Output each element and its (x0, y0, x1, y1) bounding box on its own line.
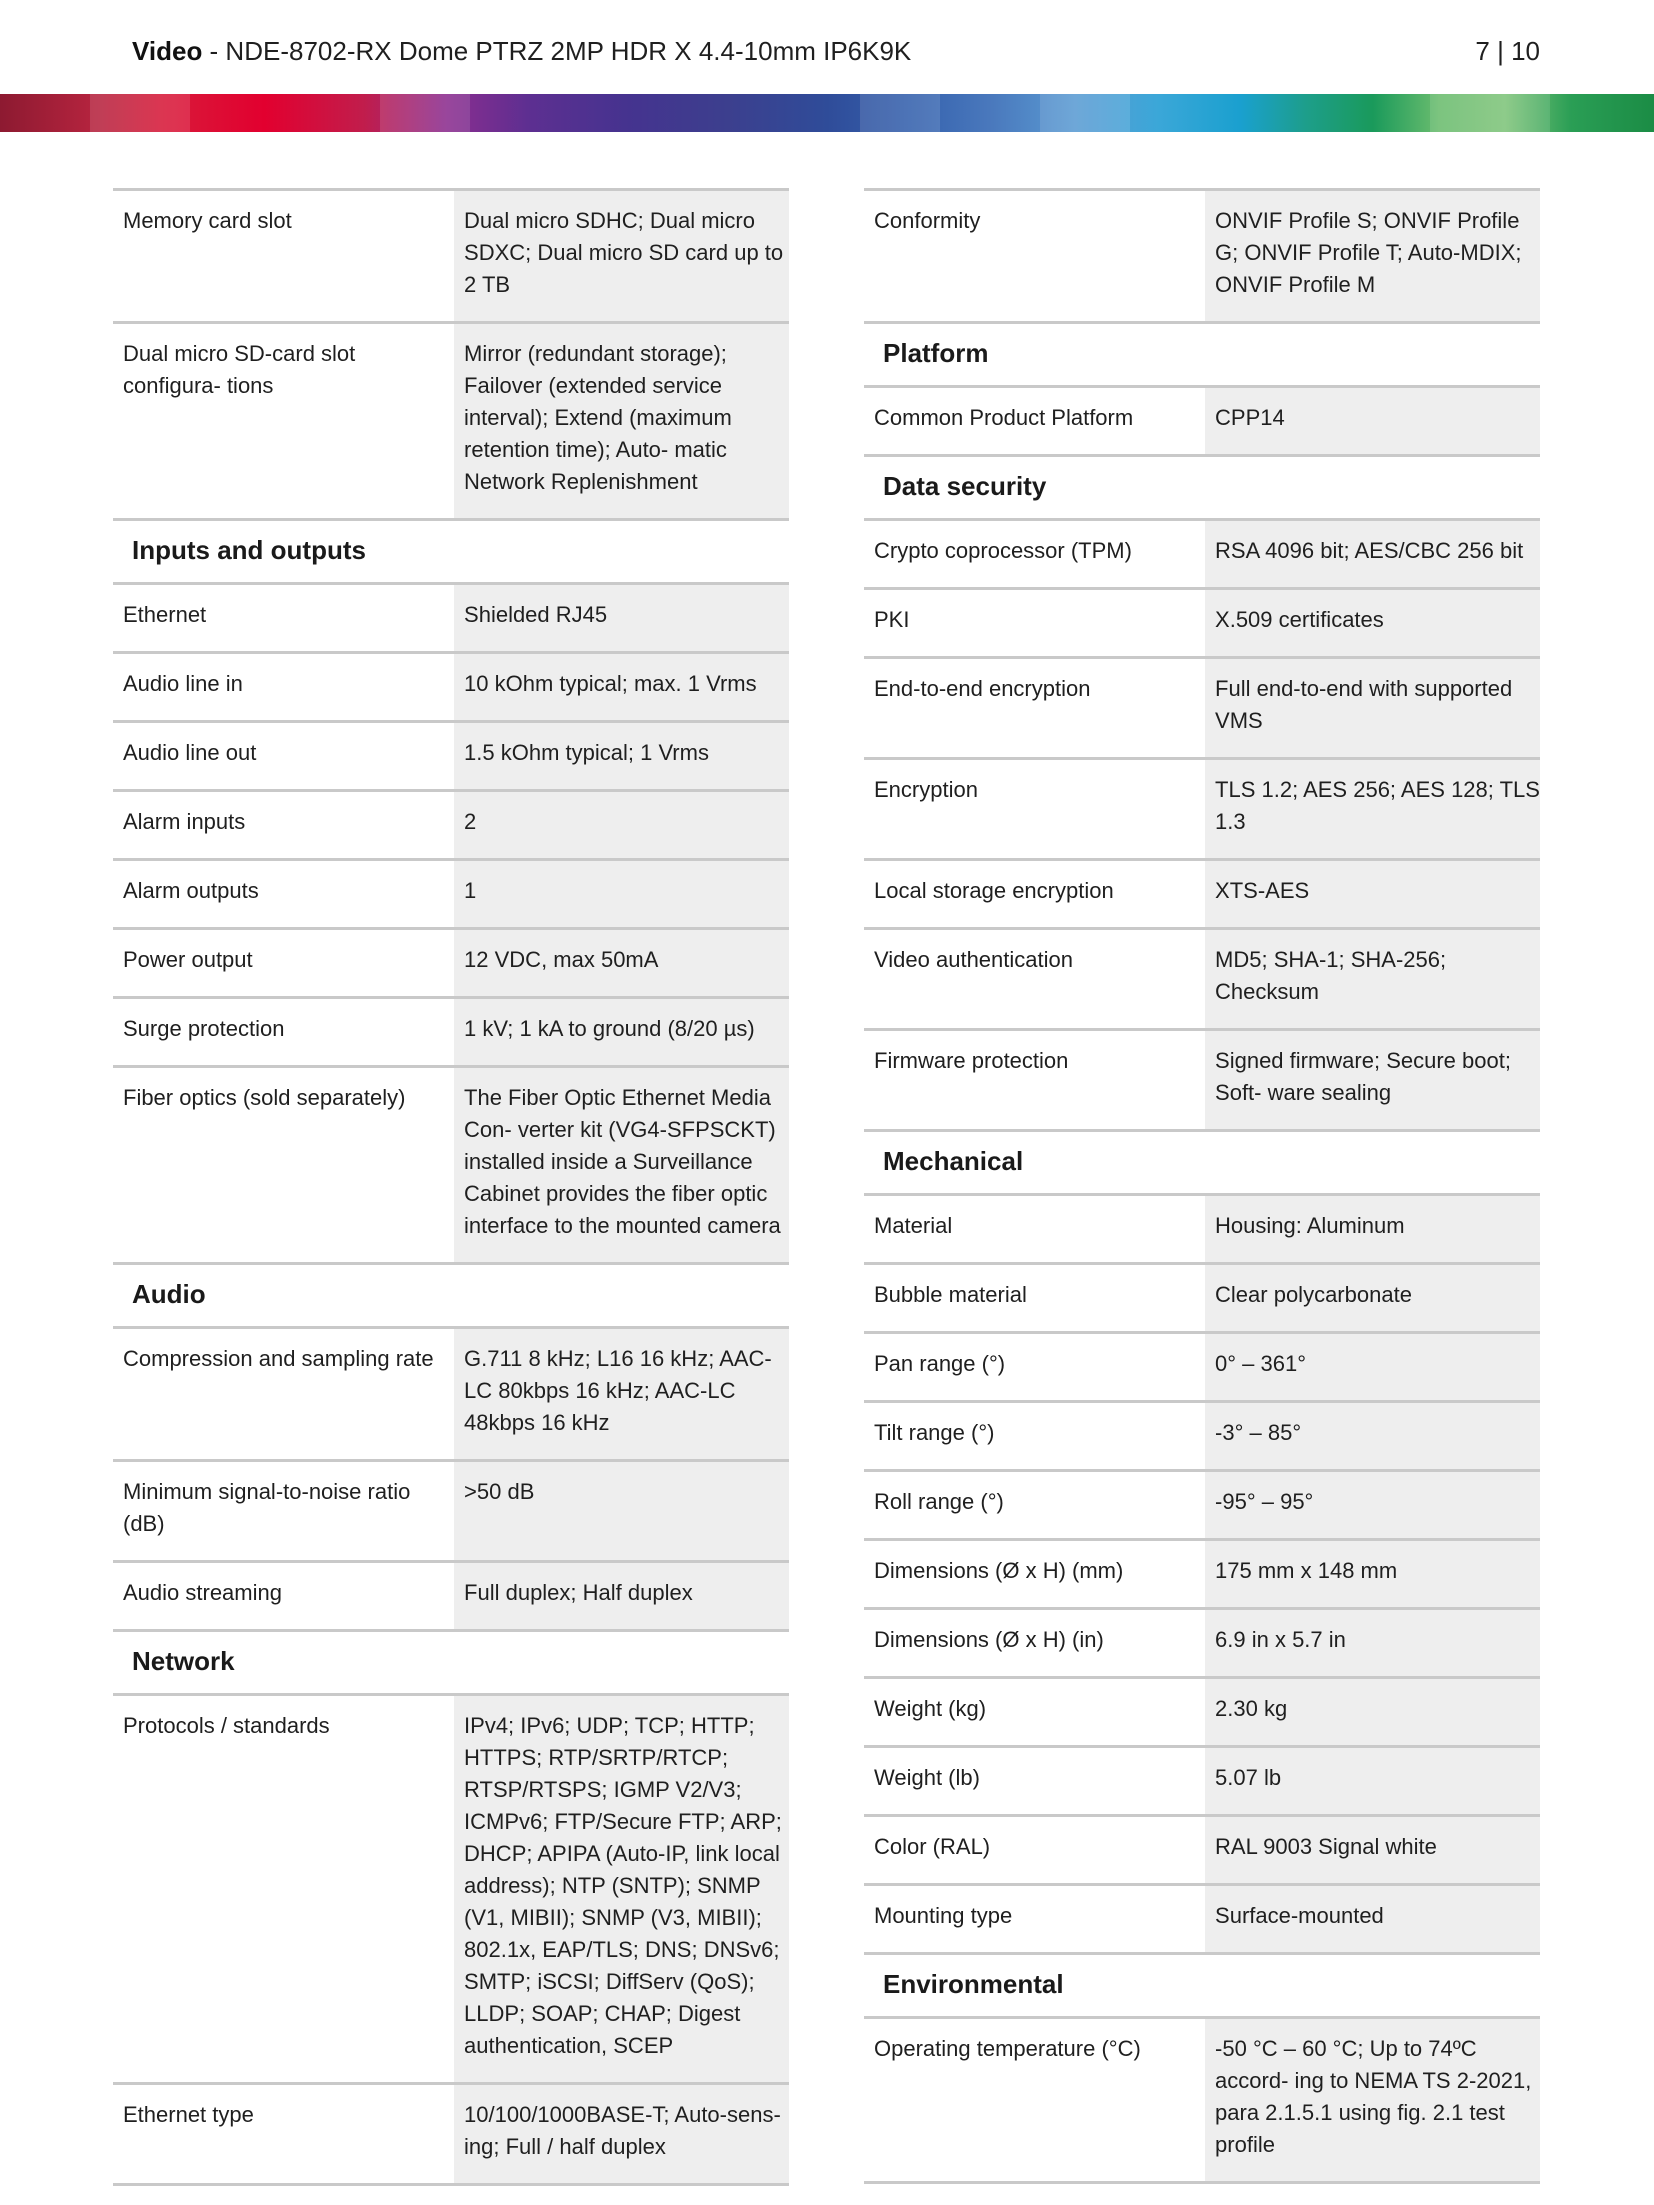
section-title-audio: Audio (113, 1262, 789, 1326)
spec-value: Full end-to-end with supported VMS (1205, 659, 1540, 757)
spec-value: X.509 certificates (1205, 590, 1540, 656)
spec-row (864, 757, 1540, 858)
spec-label: Roll range (°) (874, 1489, 1004, 1514)
document-section: Video (132, 36, 203, 66)
spec-row (864, 1469, 1540, 1538)
spec-label: Alarm inputs (123, 809, 246, 834)
spec-row (113, 651, 789, 720)
spec-value: 1 kV; 1 kA to ground (8/20 µs) (454, 999, 789, 1065)
spec-row (864, 188, 1540, 321)
spec-value: 12 VDC, max 50mA (454, 930, 789, 996)
spec-label: Audio streaming (123, 1580, 282, 1605)
spec-label: Mounting type (874, 1903, 1013, 1928)
spec-value: 1.5 kOhm typical; 1 Vrms (454, 723, 789, 789)
spec-value: 0° – 361° (1205, 1334, 1540, 1400)
document-product: - NDE-8702-RX Dome PTRZ 2MP HDR X 4.4-10mm IP6K9K (202, 36, 912, 66)
spec-row (864, 1262, 1540, 1331)
spec-value: 1 (454, 861, 789, 927)
spec-row (864, 858, 1540, 927)
spec-row (113, 2082, 789, 2183)
spec-value: XTS-AES (1205, 861, 1540, 927)
spec-label: PKI (874, 607, 910, 632)
spec-label: Power output (123, 947, 253, 972)
page-header (132, 34, 1540, 74)
spec-label: Firmware protection (874, 1048, 1069, 1073)
spec-row (864, 1028, 1540, 1129)
spec-row (864, 518, 1540, 587)
spec-row (864, 1400, 1540, 1469)
spec-label: Audio line in (123, 671, 243, 696)
spec-row (113, 1560, 789, 1629)
section-title-platform: Platform (864, 321, 1540, 385)
page-number: 7 | 10 (1475, 36, 1540, 66)
spec-label: Conformity (874, 208, 981, 233)
spec-row (864, 1331, 1540, 1400)
spec-label: Local storage encryption (874, 878, 1114, 903)
spec-value: The Fiber Optic Ethernet Media Con- verter kit (VG4-SFPSCKT) installed inside a Surveillance Cabinet provides the fiber optic interface to the mounted camera (454, 1068, 789, 1262)
spec-value: MD5; SHA-1; SHA-256; Checksum (1205, 930, 1540, 1028)
spec-value: Full duplex; Half duplex (454, 1563, 789, 1629)
spec-label: Weight (lb) (874, 1765, 980, 1790)
spec-value: IPv4; IPv6; UDP; TCP; HTTP; HTTPS; RTP/SRTP/RTCP; RTSP/RTSPS; IGMP V2/V3; ICMPv6; FTP/Secure FTP; ARP; DHCP; APIPA (Auto-IP, link local address); NTP (SNTP); SNMP (V1, MIBII); SNMP (V3, MIBII); 802.1x, EAP/TLS; DNS; DNSv6; SMTP; iSCSI; DiffServ (QoS); LLDP; SOAP; CHAP; Digest authentication, SCEP (454, 1696, 789, 2082)
spec-row (113, 1459, 789, 1560)
spec-value: 2 (454, 792, 789, 858)
brand-color-band (0, 94, 1654, 132)
spec-value: Dual micro SDHC; Dual micro SDXC; Dual micro SD card up to 2 TB (454, 191, 789, 321)
spec-row (864, 1676, 1540, 1745)
spec-row (113, 188, 789, 321)
spec-label: Tilt range (°) (874, 1420, 995, 1445)
spec-value: 6.9 in x 5.7 in (1205, 1610, 1540, 1676)
spec-value: TLS 1.2; AES 256; AES 128; TLS 1.3 (1205, 760, 1540, 858)
spec-row (864, 656, 1540, 757)
spec-label: Memory card slot (123, 208, 292, 233)
section-title-network: Network (113, 1629, 789, 1693)
spec-label: Color (RAL) (874, 1834, 991, 1859)
spec-row (113, 858, 789, 927)
spec-value: Mirror (redundant storage); Failover (extended service interval); Extend (maximum retention time); Auto- matic Network Replenishment (454, 324, 789, 518)
section-title-inputs-and-outputs: Inputs and outputs (113, 518, 789, 582)
spec-value: 10 kOhm typical; max. 1 Vrms (454, 654, 789, 720)
section-title-data-security: Data security (864, 454, 1540, 518)
spec-value: CPP14 (1205, 388, 1540, 454)
spec-label: Pan range (°) (874, 1351, 1006, 1376)
spec-label: Encryption (874, 777, 978, 802)
spec-label: Video authentication (874, 947, 1073, 972)
table-bottom-rule (113, 2183, 789, 2186)
spec-value: ONVIF Profile S; ONVIF Profile G; ONVIF Profile T; Auto-MDIX; ONVIF Profile M (1205, 191, 1540, 321)
spec-label: Bubble material (874, 1282, 1027, 1307)
spec-value: 2.30 kg (1205, 1679, 1540, 1745)
spec-value: 10/100/1000BASE-T; Auto-sens- ing; Full / half duplex (454, 2085, 789, 2183)
spec-label: Dual micro SD-card slot configura- tions (123, 341, 356, 398)
spec-row (864, 1538, 1540, 1607)
section-title-environmental: Environmental (864, 1952, 1540, 2016)
spec-value: Clear polycarbonate (1205, 1265, 1540, 1331)
spec-label: Audio line out (123, 740, 257, 765)
table-bottom-rule (864, 2181, 1540, 2184)
spec-table-right (864, 188, 1540, 2184)
spec-value: RAL 9003 Signal white (1205, 1817, 1540, 1883)
spec-row (864, 587, 1540, 656)
spec-value: 5.07 lb (1205, 1748, 1540, 1814)
spec-row (113, 1693, 789, 2082)
spec-row (864, 927, 1540, 1028)
spec-row (113, 789, 789, 858)
spec-value: G.711 8 kHz; L16 16 kHz; AAC-LC 80kbps 16 kHz; AAC-LC 48kbps 16 kHz (454, 1329, 789, 1459)
spec-label: Ethernet type (123, 2102, 254, 2127)
spec-row (864, 385, 1540, 454)
spec-label: Minimum signal-to-noise ratio (dB) (123, 1479, 411, 1536)
spec-label: Alarm outputs (123, 878, 259, 903)
spec-row (864, 1814, 1540, 1883)
spec-row (113, 321, 789, 518)
spec-value: RSA 4096 bit; AES/CBC 256 bit (1205, 521, 1540, 587)
spec-label: Fiber optics (sold separately) (123, 1085, 406, 1110)
spec-label: Common Product Platform (874, 405, 1134, 430)
spec-label: Protocols / standards (123, 1713, 330, 1738)
spec-label: Dimensions (Ø x H) (in) (874, 1627, 1104, 1652)
spec-label: Compression and sampling rate (123, 1346, 434, 1371)
spec-label: Ethernet (123, 602, 207, 627)
spec-value: -95° – 95° (1205, 1472, 1540, 1538)
spec-value: Housing: Aluminum (1205, 1196, 1540, 1262)
section-title-mechanical: Mechanical (864, 1129, 1540, 1193)
spec-row (864, 2016, 1540, 2181)
spec-value: -50 °C – 60 °C; Up to 74ºC accord- ing to NEMA TS 2-2021, para 2.1.5.1 using fig. 2.1 test profile (1205, 2019, 1540, 2181)
spec-row (864, 1607, 1540, 1676)
spec-value: Shielded RJ45 (454, 585, 789, 651)
spec-row (864, 1193, 1540, 1262)
spec-row (113, 1326, 789, 1459)
spec-label: Crypto coprocessor (TPM) (874, 538, 1132, 563)
spec-row (113, 1065, 789, 1262)
spec-row (864, 1883, 1540, 1952)
spec-table-left (113, 188, 789, 2186)
spec-value: 175 mm x 148 mm (1205, 1541, 1540, 1607)
document-title (132, 34, 911, 68)
spec-label: Surge protection (123, 1016, 285, 1041)
spec-row (113, 996, 789, 1065)
spec-label: End-to-end encryption (874, 676, 1091, 701)
spec-value: >50 dB (454, 1462, 789, 1560)
spec-row (113, 927, 789, 996)
spec-value: Signed firmware; Secure boot; Soft- ware sealing (1205, 1031, 1540, 1129)
spec-label: Dimensions (Ø x H) (mm) (874, 1558, 1124, 1583)
spec-label: Operating temperature (°C) (874, 2036, 1141, 2061)
spec-row (113, 720, 789, 789)
spec-row (864, 1745, 1540, 1814)
spec-label: Material (874, 1213, 953, 1238)
spec-value: Surface-mounted (1205, 1886, 1540, 1952)
spec-row (113, 582, 789, 651)
spec-label: Weight (kg) (874, 1696, 987, 1721)
spec-value: -3° – 85° (1205, 1403, 1540, 1469)
